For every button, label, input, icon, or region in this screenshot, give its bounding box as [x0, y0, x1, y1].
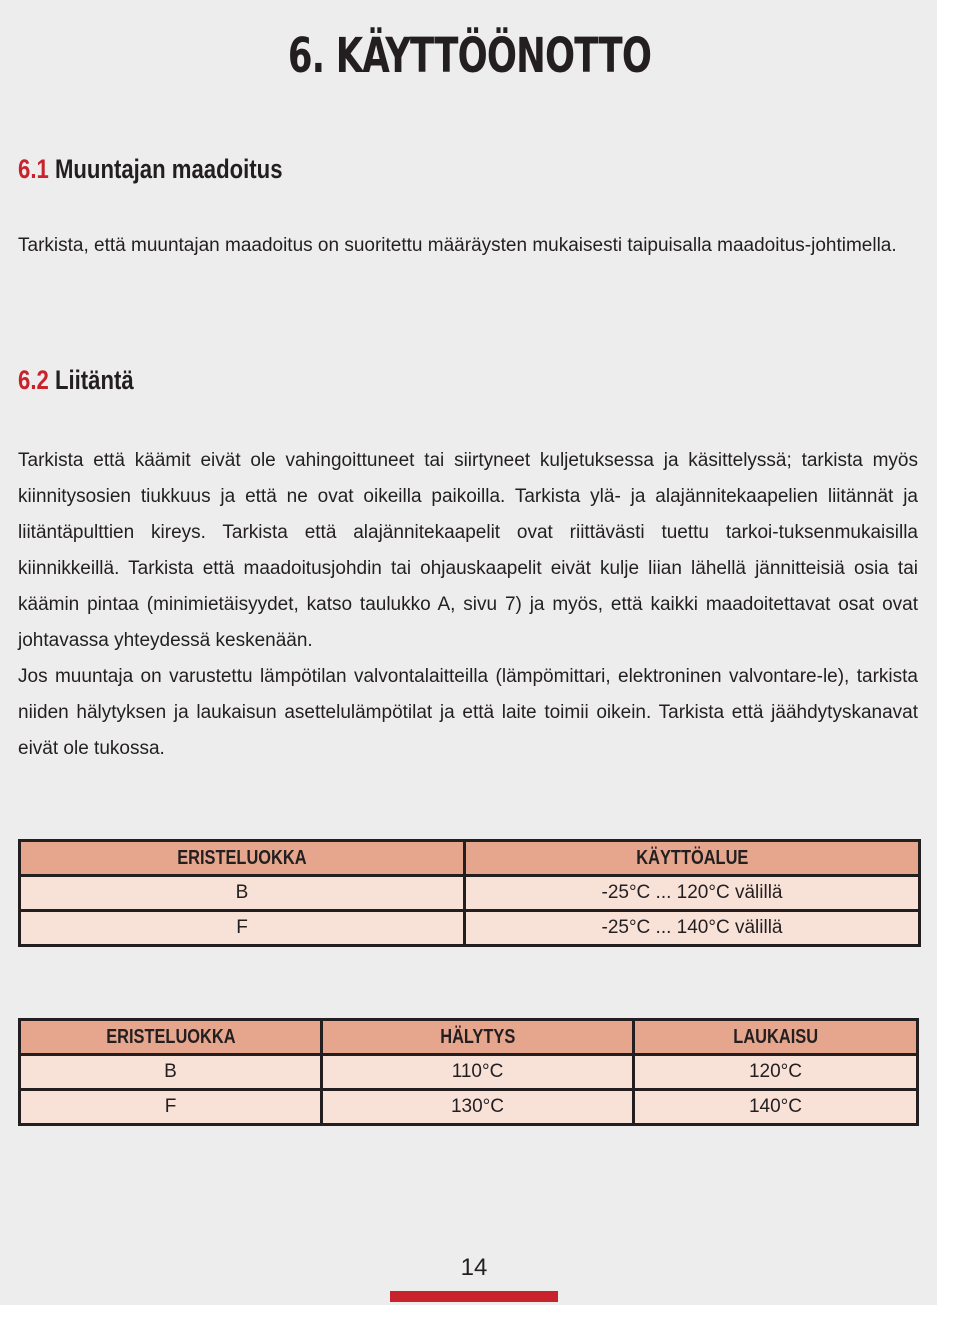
page-number: 14 — [460, 1254, 488, 1281]
page-number-bar — [390, 1291, 558, 1302]
table-header-cell: HÄLYTYS — [322, 1020, 634, 1055]
table-row — [20, 1090, 918, 1125]
chapter-title: 6. KÄYTTÖÖNOTTO — [287, 28, 652, 84]
table-header-row — [20, 1020, 918, 1055]
table-row — [20, 911, 920, 946]
section-body-liitanta: Tarkista että käämit eivät ole vahingoittuneet tai siirtyneet kuljetuksessa ja käsittelyssä; tarkista myös kiinnitysosien tiukkuus ja että ne ovat oikeilla paikoilla. Tarkista ylä- ja alajännitekaapelien liitännät ja liitäntäpulttien kireys. Tarkista että alajännitekaapelit ovat riittävästi tuettu tarkoi-tuksenmukaisilla kiinnikkeillä. Tarkista että maadoitusjohdin tai ohjauskaapelit eivät kulje liian lähellä jännitteisiä osia tai käämin pintaa (minimietäisyydet, katso taulukko A, sivu 7) ja myös, että kaikki maadoitettavat osat ovat johtavassa yhteydessä keskenään. — [18, 450, 918, 651]
table-header-cell: LAUKAISU — [634, 1020, 918, 1055]
insulation-class-operating-range-table — [18, 839, 921, 947]
section-heading-liitanta — [18, 365, 134, 396]
table-cell: F — [20, 1090, 322, 1125]
table-cell: B — [20, 1055, 322, 1090]
table-cell: 120°C — [634, 1055, 918, 1090]
section-body-maadoitus: Tarkista, että muuntajan maadoitus on suoritettu määräysten mukaisesti taipuisalla maadoitus-johtimella. — [18, 235, 897, 256]
table-cell: 130°C — [322, 1090, 634, 1125]
table-header-cell: ERISTELUOKKA — [20, 841, 465, 876]
table-cell: F — [20, 911, 465, 946]
table-cell: 140°C — [634, 1090, 918, 1125]
table-cell: -25°C ... 120°C välillä — [465, 876, 920, 911]
section-title: Muuntajan maadoitus — [54, 154, 283, 184]
section-heading-maadoitus — [18, 154, 283, 185]
table-row — [20, 1055, 918, 1090]
section-body-liitanta-monitoring: Jos muuntaja on varustettu lämpötilan valvontalaitteilla (lämpömittari, elektroninen valvontare-le), tarkista niiden hälytyksen ja laukaisun asettelulämpötilat ja että laite toimii oikein. Tarkista että jäähdytyskanavat eivät ole tukossa. — [18, 666, 918, 759]
table-cell: 110°C — [322, 1055, 634, 1090]
table-row — [20, 876, 920, 911]
table-cell: -25°C ... 140°C välillä — [465, 911, 920, 946]
section-number: 6.1 — [18, 154, 49, 184]
table-cell: B — [20, 876, 465, 911]
table-header-cell: ERISTELUOKKA — [20, 1020, 322, 1055]
section-title: Liitäntä — [54, 365, 134, 395]
section-number: 6.2 — [18, 365, 49, 395]
table-header-row — [20, 841, 920, 876]
table-header-cell: KÄYTTÖALUE — [465, 841, 920, 876]
alarm-trip-temperature-table — [18, 1018, 919, 1126]
